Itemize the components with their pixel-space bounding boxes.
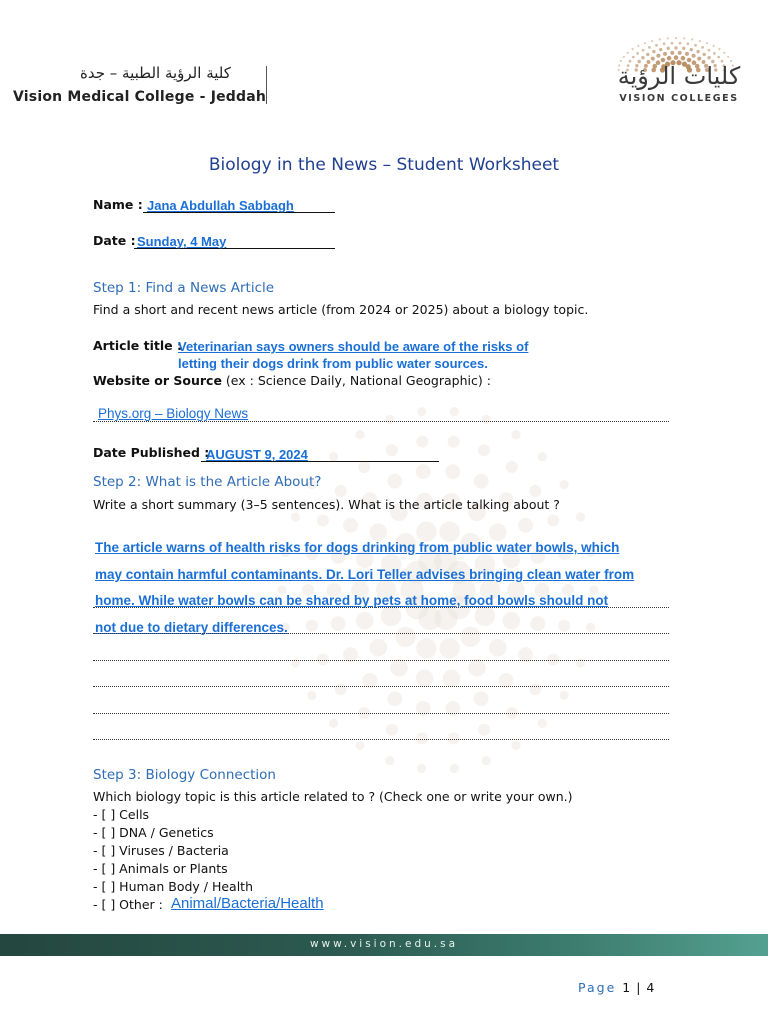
- website-source-field[interactable]: [93, 405, 669, 422]
- option-viruses-bacteria-checkbox[interactable]: - [ ] Viruses / Bacteria: [93, 843, 229, 858]
- date-value: Sunday, 4 May: [137, 234, 227, 249]
- page-title: Biology in the News – Student Worksheet: [208, 155, 560, 175]
- page-total: 4: [646, 980, 655, 995]
- date-label: Date :: [93, 233, 136, 248]
- page-number: [578, 980, 654, 995]
- college-name-english: Vision Medical College - Jeddah: [13, 89, 267, 105]
- article-title-label: Article title :: [93, 338, 182, 353]
- website-source-hint: (ex : Science Daily, National Geographic) :: [221, 373, 491, 388]
- website-source-label: Website or Source (ex : Science Daily, National Geographic) :: [93, 373, 491, 388]
- summary-line-3: home. While water bowls can be shared by pets at home, food bowls should not: [95, 593, 609, 608]
- blank-answer-line[interactable]: [93, 713, 669, 714]
- summary-line-4: not due to dietary differences.: [95, 620, 288, 635]
- summary-line-2: may contain harmful contaminants. Dr. Lori Teller advises bringing clean water from: [95, 567, 635, 582]
- header-divider: [266, 66, 267, 104]
- summary-line-1: The article warns of health risks for dogs drinking from public water bowls, which: [95, 540, 620, 555]
- name-field[interactable]: [143, 197, 335, 213]
- page-label: Page: [578, 980, 617, 995]
- summary-rule-3[interactable]: [93, 607, 669, 608]
- website-source-value: Phys.org – Biology News: [98, 406, 249, 421]
- college-name-arabic: كلية الرؤية الطبية – جدة: [80, 64, 231, 82]
- page-current: 1: [622, 980, 631, 995]
- name-label: Name :: [93, 197, 143, 212]
- step2-heading: Step 2: What is the Article About?: [93, 474, 322, 490]
- date-published-value: AUGUST 9, 2024: [206, 447, 308, 462]
- date-field[interactable]: [134, 233, 335, 249]
- option-other-checkbox[interactable]: - [ ] Other :: [93, 897, 163, 912]
- article-title-line-2: letting their dogs drink from public water sources.: [178, 356, 488, 371]
- logo-text-arabic: كليات الرؤية: [617, 62, 741, 90]
- blank-answer-line[interactable]: [93, 739, 669, 740]
- step3-heading: Step 3: Biology Connection: [93, 767, 276, 783]
- blank-answer-line[interactable]: [93, 686, 669, 687]
- step2-instruction: Write a short summary (3–5 sentences). What is the article talking about ?: [93, 497, 560, 512]
- option-cells-checkbox[interactable]: - [ ] Cells: [93, 807, 150, 822]
- blank-answer-line[interactable]: [93, 660, 669, 661]
- option-animals-plants-checkbox[interactable]: - [ ] Animals or Plants: [93, 861, 228, 876]
- article-title-line-1: Veterinarian says owners should be aware of the risks of: [178, 339, 529, 354]
- option-dna-genetics-checkbox[interactable]: - [ ] DNA / Genetics: [93, 825, 214, 840]
- summary-rule-4[interactable]: [93, 633, 669, 634]
- other-value[interactable]: Animal/Bacteria/Health: [171, 895, 324, 912]
- logo-text-english: VISION COLLEGES: [619, 93, 739, 104]
- page-separator: |: [636, 980, 641, 995]
- date-published-field[interactable]: [201, 446, 439, 462]
- name-value: Jana Abdullah Sabbagh: [147, 198, 294, 213]
- step1-instruction: Find a short and recent news article (from 2024 or 2025) about a biology topic.: [93, 302, 589, 317]
- footer-website-link[interactable]: www.vision.edu.sa: [309, 938, 459, 950]
- step1-heading: Step 1: Find a News Article: [93, 280, 275, 296]
- option-human-body-health-checkbox[interactable]: - [ ] Human Body / Health: [93, 879, 253, 894]
- watermark-dots: [268, 380, 608, 800]
- step3-instruction: Which biology topic is this article related to ? (Check one or write your own.): [93, 789, 573, 804]
- date-published-label: Date Published :: [93, 445, 210, 460]
